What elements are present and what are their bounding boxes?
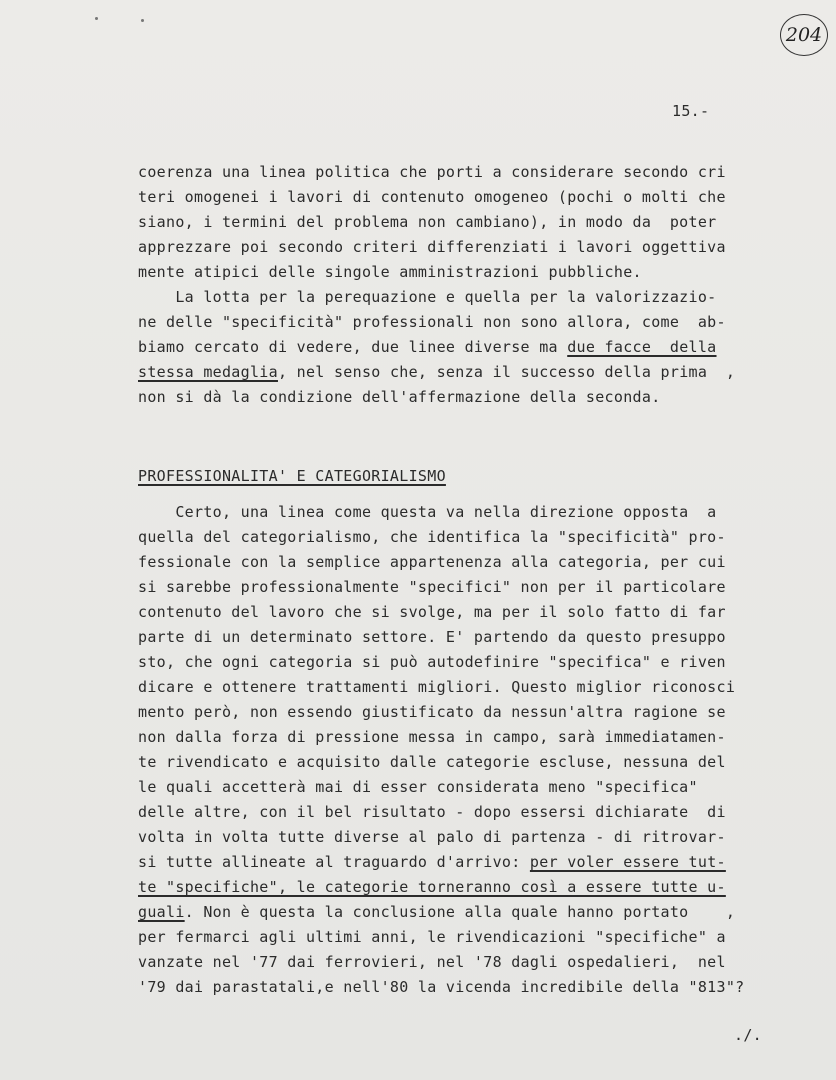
text-line: dicare e ottenere trattamenti migliori. Questo miglior riconosci (138, 678, 736, 696)
section-heading: PROFESSIONALITA' E CATEGORIALISMO (138, 467, 446, 485)
underlined-text: guali (138, 903, 185, 921)
text-line: stessa medaglia, nel senso che, senza il successo della prima , (138, 363, 736, 381)
text-line: La lotta per la perequazione e quella per la valorizzazio- (138, 288, 717, 306)
text-line: vanzate nel '77 dai ferrovieri, nel '78 dagli ospedalieri, nel (138, 953, 726, 971)
text-line: per fermarci agli ultimi anni, le rivendicazioni "specifiche" a (138, 928, 726, 946)
page-number: 15.- (672, 102, 710, 120)
text-line: sto, che ogni categoria si può autodefinire "specifica" e riven (138, 653, 726, 671)
text-line: volta in volta tutte diverse al palo di partenza - di ritrovar- (138, 828, 726, 846)
text-line: te "specifiche", le categorie torneranno così a essere tutte u- (138, 878, 726, 896)
continuation-mark: ./. (734, 1026, 762, 1044)
text-line: biamo cercato di vedere, due linee diverse ma due facce della (138, 338, 717, 356)
text-line: non si dà la condizione dell'affermazione della seconda. (138, 388, 661, 406)
text-line: parte di un determinato settore. E' partendo da questo presuppo (138, 628, 726, 646)
paper-speck (95, 17, 98, 20)
text-line: contenuto del lavoro che si svolge, ma per il solo fatto di far (138, 603, 726, 621)
text-line: fessionale con la semplice appartenenza alla categoria, per cui (138, 553, 726, 571)
text-line: te rivendicato e acquisito dalle categorie escluse, nessuna del (138, 753, 726, 771)
text-line: apprezzare poi secondo criteri differenziati i lavori oggettiva (138, 238, 726, 256)
text-line: mente atipici delle singole amministrazioni pubbliche. (138, 263, 642, 281)
text-line: si sarebbe professionalmente "specifici" non per il particolare (138, 578, 726, 596)
text-line: guali. Non è questa la conclusione alla quale hanno portato , (138, 903, 736, 921)
text-line: '79 dai parastatali,e nell'80 la vicenda incredibile della "813"? (138, 978, 745, 996)
text-line: le quali accetterà mai di esser considerata meno "specifica" (138, 778, 698, 796)
text-line: mento però, non essendo giustificato da nessun'altra ragione se (138, 703, 726, 721)
underlined-text: per voler essere tut- (529, 853, 726, 871)
underlined-text: stessa medaglia (138, 363, 278, 381)
archive-stamp-number: 204 (780, 14, 828, 56)
text-line: non dalla forza di pressione messa in campo, sarà immediatamen- (138, 728, 726, 746)
underlined-text: due facce della (567, 338, 717, 356)
text-line: delle altre, con il bel risultato - dopo essersi dichiarate di (138, 803, 726, 821)
text-line: coerenza una linea politica che porti a considerare secondo cri (138, 163, 726, 181)
text-line: siano, i termini del problema non cambiano), in modo da poter (138, 213, 717, 231)
paper-speck (141, 19, 144, 22)
text-line: si tutte allineate al traguardo d'arrivo: per voler essere tut- (138, 853, 726, 871)
text-line: Certo, una linea come questa va nella direzione opposta a (138, 503, 717, 521)
text-line: quella del categorialismo, che identifica la "specificità" pro- (138, 528, 726, 546)
text-line: teri omogenei i lavori di contenuto omogeneo (pochi o molti che (138, 188, 726, 206)
text-line: ne delle "specificità" professionali non sono allora, come ab- (138, 313, 726, 331)
